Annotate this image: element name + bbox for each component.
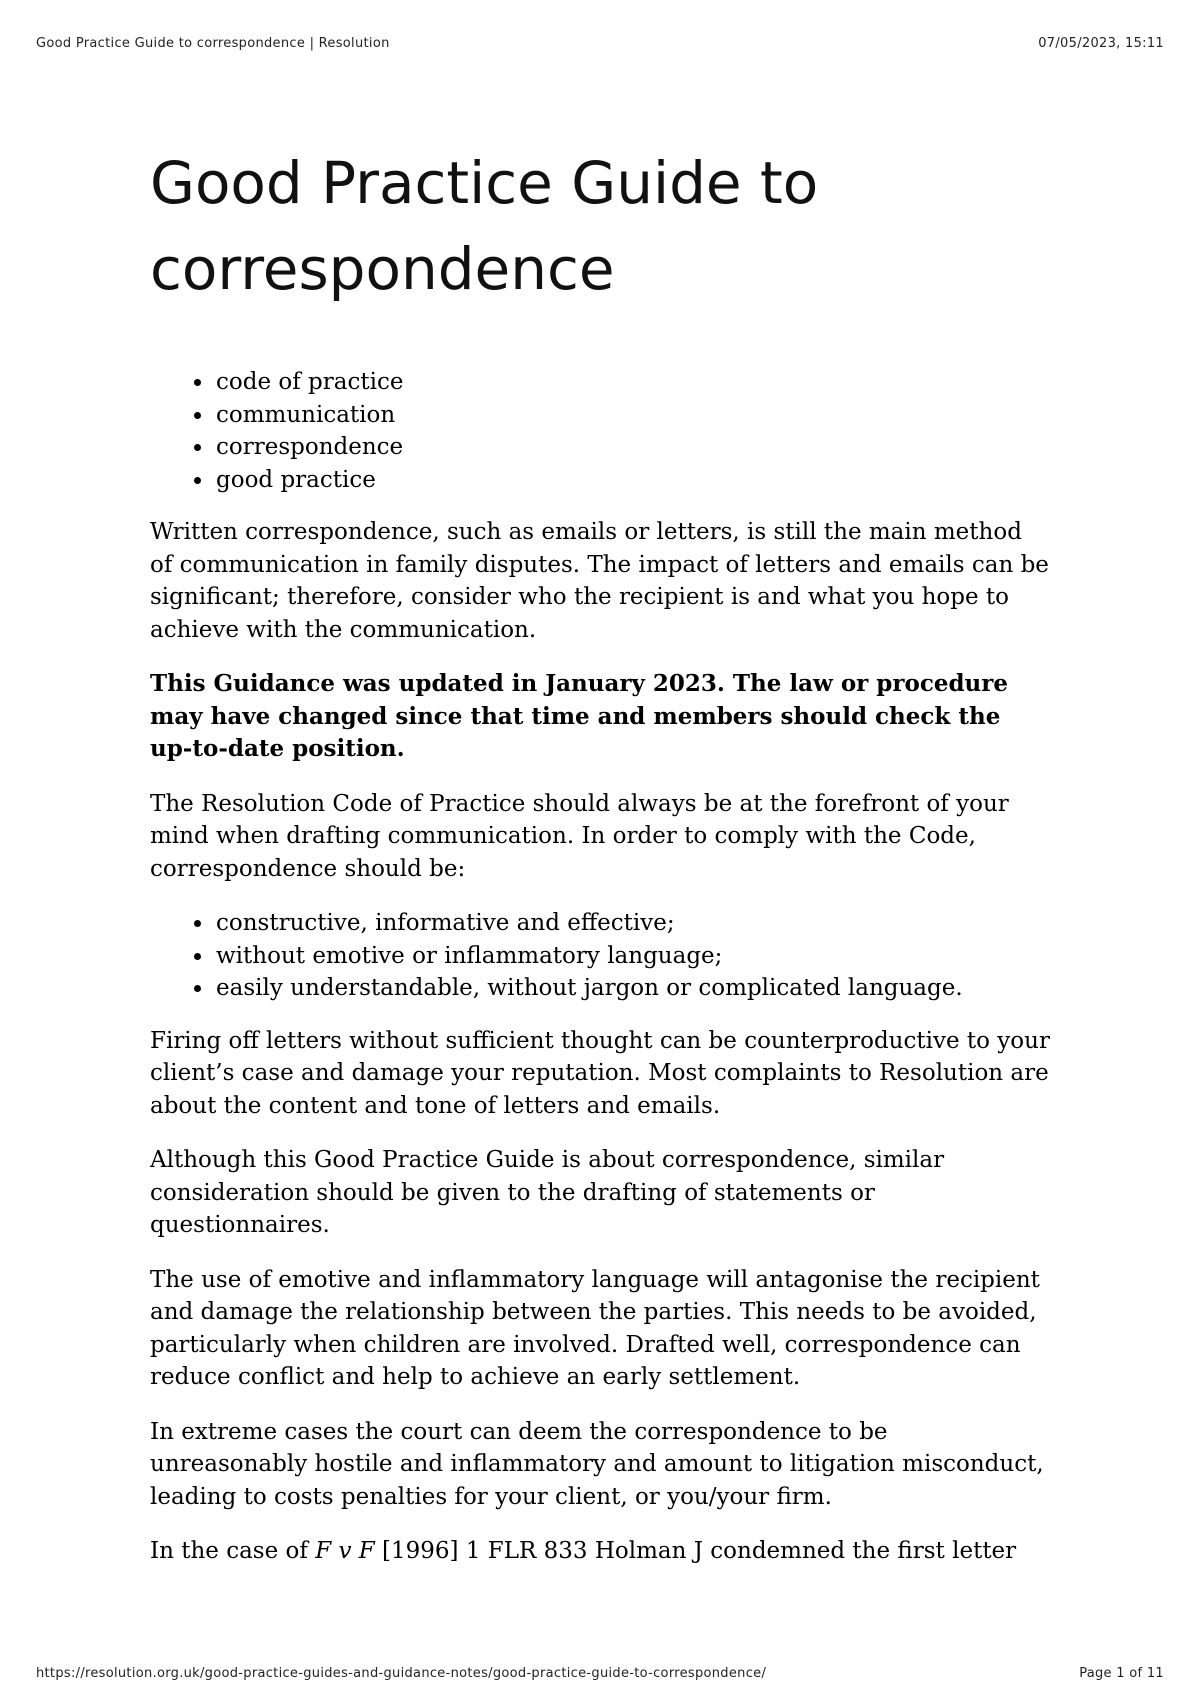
print-footer-url: https://resolution.org.uk/good-practice-guides-and-guidance-notes/good-practice-guide-to-correspondence/ xyxy=(36,1666,767,1681)
case-name: F v F xyxy=(315,1538,375,1564)
print-header-title: Good Practice Guide to correspondence | Resolution xyxy=(36,36,390,51)
case-paragraph xyxy=(150,1535,1050,1568)
print-header xyxy=(36,36,1164,51)
although-paragraph: Although this Good Practice Guide is about correspondence, similar consideration should be given to the drafting of statements or questionnaires. xyxy=(150,1147,945,1238)
extreme-cases-paragraph: In extreme cases the court can deem the correspondence to be unreasonably hostile and inflammatory and amount to litigation misconduct, leading to costs penalties for your client, or you/your firm. xyxy=(150,1418,1044,1510)
tag-list xyxy=(150,366,1050,496)
page-number: Page 1 of 11 xyxy=(1079,1666,1164,1681)
tag-item: • communication xyxy=(214,399,1050,432)
emotive-paragraph: The use of emotive and inflammatory language will antagonise the recipient and damage the relationship between the parties. This needs to be avoided, particularly when children are involved. Drafted well, correspondence can reduce conflict and help to achieve an early settlement. xyxy=(150,1266,1040,1390)
update-notice: This Guidance was updated in January 2023. The law or procedure may have changed since that time and members should check the up-to-date position. xyxy=(150,670,1009,762)
print-footer xyxy=(36,1666,1164,1681)
intro-paragraph: Written correspondence, such as emails or letters, is still the main method of communication in family disputes. The impact of letters and emails can be significant; therefore, consider who the recipient is and what you hope to achieve with the communication. xyxy=(150,519,1049,643)
case-suffix: [1996] 1 FLR 833 Holman J condemned the first letter xyxy=(374,1538,1017,1564)
tag-item: • code of practice xyxy=(214,366,1050,399)
firing-paragraph: Firing off letters without sufficient thought can be counterproductive to your client’s case and damage your reputation. Most complaints to Resolution are about the content and tone of letters and emails. xyxy=(150,1027,1050,1119)
code-intro-paragraph: The Resolution Code of Practice should always be at the forefront of your mind when drafting communication. In order to comply with the Code, correspondence should be: xyxy=(150,790,1009,882)
requirement-item: • constructive, informative and effective; xyxy=(214,907,1050,940)
requirement-item: • easily understandable, without jargon or complicated language. xyxy=(214,972,1050,1005)
tag-item: • good practice xyxy=(214,464,1050,497)
article xyxy=(150,140,1050,1590)
requirement-item: • without emotive or inflammatory language; xyxy=(214,940,1050,973)
print-header-datetime: 07/05/2023, 15:11 xyxy=(1038,36,1164,51)
requirements-list xyxy=(150,907,1050,1005)
tag-item: • correspondence xyxy=(214,431,1050,464)
page-title: Good Practice Guide to correspondence xyxy=(150,149,819,303)
case-prefix: In the case of xyxy=(150,1538,316,1564)
